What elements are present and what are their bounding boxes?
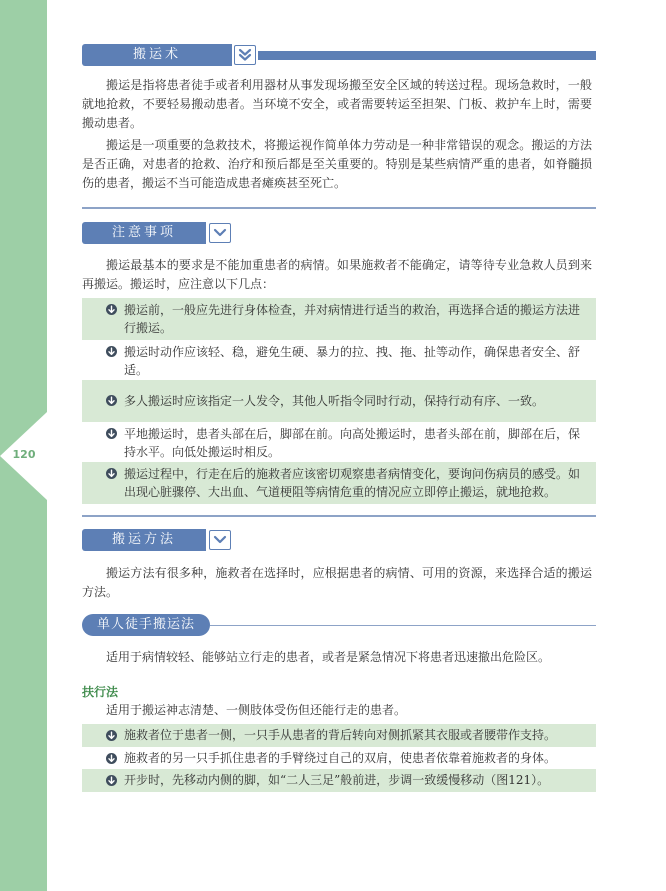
list-item [82, 724, 596, 747]
list-item-text: 施救者的另一只手抓住患者的手臂绕过自己的双肩，使患者依靠着施救者的身体。 [124, 751, 557, 765]
list-item-text: 搬运时动作应该轻、稳，避免生硬、暴力的拉、拽、拖、扯等动作，确保患者安全、舒适。 [124, 345, 581, 377]
list-item [82, 747, 596, 769]
subsection-title: 单人徒手搬运法 [82, 614, 210, 636]
arrow-down-circle-icon [106, 395, 117, 406]
section-divider [82, 207, 596, 209]
section-title: 搬运术 [82, 44, 232, 66]
paragraph: 搬运是指将患者徒手或者利用器材从事发现场搬至安全区域的转送过程。现场急救时，一般就地抢救，不要轻易搬动患者。当环境不安全，或者需要转运至担架、门板、救护车上时，需要搬动患者。 [82, 78, 592, 130]
paragraph: 适用于病情较轻、能够站立行走的患者，或者是紧急情况下将患者迅速撤出危险区。 [106, 650, 551, 664]
list-item [82, 380, 596, 422]
paragraph: 搬运方法有很多种，施救者在选择时，应根据患者的病情、可用的资源，来选择合适的搬运方法。 [82, 566, 592, 599]
arrow-down-circle-icon [106, 753, 117, 764]
section-title: 搬运方法 [82, 529, 206, 551]
list-item [82, 340, 596, 380]
section-title: 注意事项 [82, 222, 206, 244]
subsection-rule [210, 625, 596, 626]
section-header-transport [82, 44, 596, 66]
arrow-down-circle-icon [106, 775, 117, 786]
arrow-down-circle-icon [106, 730, 117, 741]
arrow-down-circle-icon [106, 346, 117, 357]
paragraph: 适用于搬运神志清楚、一侧肢体受伤但还能行走的患者。 [106, 703, 407, 717]
list-item-text: 搬运前，一般应先进行身体检查，并对病情进行适当的救治，再选择合适的搬运方法进行搬运。 [124, 303, 581, 335]
paragraph: 搬运是一项重要的急救技术，将搬运视作简单体力劳动是一种非常错误的观念。搬运的方法是否正确，对患者的抢救、治疗和预后都是至关重要的。特别是某些病情严重的患者，如脊髓损伤的患者，搬运不当可能造成患者瘫痪甚至死亡。 [82, 138, 592, 190]
list-item [82, 298, 596, 340]
list-item [82, 462, 596, 504]
page-number: 120 [12, 448, 36, 461]
method-title: 扶行法 [82, 685, 119, 699]
section-header-methods [82, 529, 596, 551]
list-item-text: 多人搬运时应该指定一人发令，其他人听指令同时行动，保持行动有序、一致。 [124, 394, 545, 408]
list-item [82, 769, 596, 792]
subsection-header [82, 614, 596, 636]
chevron-down-icon [209, 530, 231, 550]
section-divider [82, 515, 596, 517]
chevron-down-icon [209, 223, 231, 243]
list-item-text: 搬运过程中，行走在后的施救者应该密切观察患者病情变化，要询问伤病员的感受。如出现心脏骤停、大出血、气道梗阻等病情危重的情况应立即停止搬运，就地抢救。 [124, 467, 581, 499]
section-header-notes [82, 222, 596, 244]
double-chevron-down-icon [234, 45, 256, 65]
list-item-text: 平地搬运时，患者头部在后，脚部在前。向高处搬运时，患者头部在前，脚部在后，保持水平。向低处搬运时相反。 [124, 427, 581, 459]
list-item [82, 422, 596, 462]
list-item-text: 施救者位于患者一侧，一只手从患者的背后转向对侧抓紧其衣服或者腰带作支持。 [124, 728, 557, 742]
section-header-bar [258, 51, 596, 60]
arrow-down-circle-icon [106, 468, 117, 479]
notes-list [82, 298, 596, 504]
arrow-down-circle-icon [106, 304, 117, 315]
method-steps-list [82, 724, 596, 792]
paragraph: 搬运最基本的要求是不能加重患者的病情。如果施救者不能确定，请等待专业急救人员到来再搬运。搬运时，应注意以下几点： [82, 258, 592, 291]
arrow-down-circle-icon [106, 428, 117, 439]
list-item-text: 开步时，先移动内侧的脚，如“二人三足”般前进，步调一致缓慢移动（图121）。 [124, 773, 550, 787]
